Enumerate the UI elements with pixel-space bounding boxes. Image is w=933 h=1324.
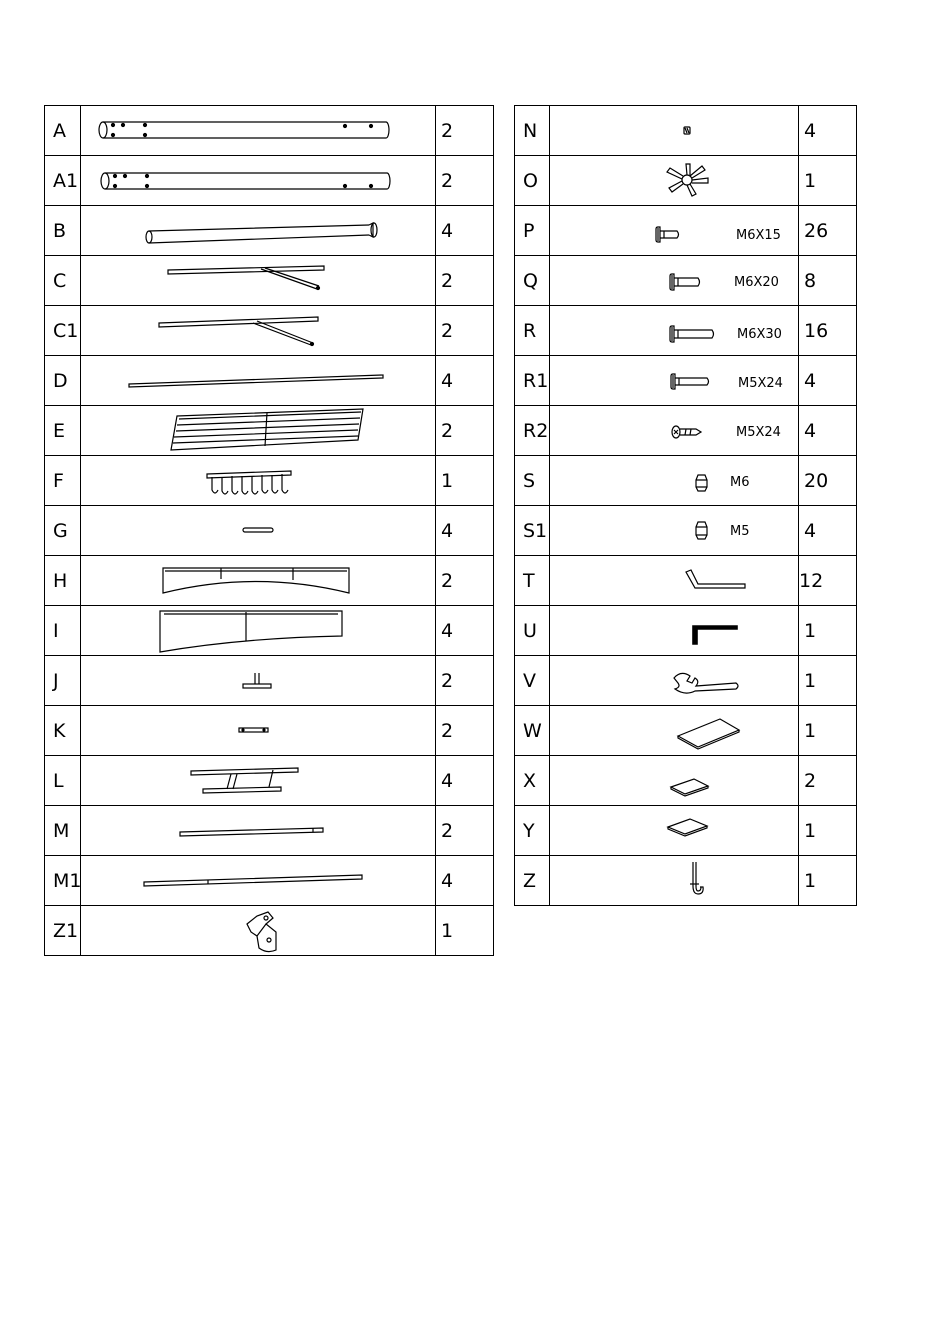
part-id: C [45, 256, 81, 306]
part-row-Z1 [45, 906, 494, 956]
part-id: R [515, 306, 550, 356]
small-insert-icon [550, 106, 799, 156]
part-qty: 2 [436, 656, 494, 706]
part-row-L [45, 756, 494, 806]
part-row-G [45, 506, 494, 556]
part-qty: 4 [436, 606, 494, 656]
tube-icon [81, 206, 436, 256]
part-id: O [515, 156, 550, 206]
part-id: M1 [45, 856, 81, 906]
part-qty: 1 [799, 806, 857, 856]
part-qty: 1 [799, 706, 857, 756]
part-row-B [45, 206, 494, 256]
part-qty: 2 [436, 106, 494, 156]
part-id: H [45, 556, 81, 606]
bolt-spec-label: M6X20 [734, 275, 779, 290]
part-row-W [515, 706, 857, 756]
part-qty: 2 [799, 756, 857, 806]
part-qty: 2 [436, 256, 494, 306]
part-qty: 4 [799, 106, 857, 156]
part-id: L [45, 756, 81, 806]
part-qty: 20 [799, 456, 857, 506]
tube-with-holes-icon [81, 106, 436, 156]
part-id: N [515, 106, 550, 156]
part-row-A1 [45, 156, 494, 206]
t-bracket-icon [81, 656, 436, 706]
part-row-J [45, 656, 494, 706]
long-rod-icon [81, 356, 436, 406]
part-id: J [45, 656, 81, 706]
slatted-shelf-icon [81, 406, 436, 456]
pad-icon [550, 706, 799, 756]
bolt-icon [550, 356, 799, 406]
pad-icon [550, 756, 799, 806]
part-row-X [515, 756, 857, 806]
part-row-N [515, 106, 857, 156]
part-id: A1 [45, 156, 81, 206]
part-id: Q [515, 256, 550, 306]
bracket-icon [81, 906, 436, 956]
hex-nut-icon [550, 456, 799, 506]
part-id: Y [515, 806, 550, 856]
part-row-D [45, 356, 494, 406]
bolt-spec-label: M6X15 [736, 228, 781, 243]
long-allen-key-icon [550, 556, 799, 606]
part-id: C1 [45, 306, 81, 356]
part-qty: 2 [436, 156, 494, 206]
star-knob-icon [550, 156, 799, 206]
part-row-C1 [45, 306, 494, 356]
part-id: A [45, 106, 81, 156]
part-qty: 4 [436, 506, 494, 556]
bar-with-strut-icon [81, 256, 436, 306]
part-row-Q [515, 256, 857, 306]
part-qty: 2 [436, 706, 494, 756]
part-qty: 2 [436, 306, 494, 356]
part-row-M [45, 806, 494, 856]
wrench-icon [550, 656, 799, 706]
bolt-icon [550, 256, 799, 306]
tube-with-holes-icon [81, 156, 436, 206]
short-bar-icon [81, 506, 436, 556]
part-id: W [515, 706, 550, 756]
hook-bar-icon [81, 456, 436, 506]
long-bar-icon [81, 856, 436, 906]
double-bar-bracket-icon [81, 756, 436, 806]
part-qty: 4 [799, 506, 857, 556]
part-id: T [515, 556, 550, 606]
part-id: G [45, 506, 81, 556]
part-qty: 1 [799, 156, 857, 206]
part-qty: 2 [436, 556, 494, 606]
part-row-K [45, 706, 494, 756]
part-qty: 1 [799, 606, 857, 656]
part-id: I [45, 606, 81, 656]
part-id: K [45, 706, 81, 756]
part-row-E [45, 406, 494, 456]
parts-table-right [514, 105, 857, 906]
allen-key-icon [550, 606, 799, 656]
part-row-S [515, 456, 857, 506]
part-qty: 8 [799, 256, 857, 306]
bolt-spec-label: M6X30 [737, 327, 782, 342]
part-id: E [45, 406, 81, 456]
part-id: B [45, 206, 81, 256]
nut-spec-label: M5 [730, 524, 750, 539]
part-id: U [515, 606, 550, 656]
part-qty: 4 [799, 406, 857, 456]
part-id: V [515, 656, 550, 706]
bolt-icon [550, 306, 799, 356]
part-id: Z1 [45, 906, 81, 956]
part-qty: 2 [436, 406, 494, 456]
screw-spec-label: M5X24 [736, 425, 781, 440]
part-qty: 4 [436, 206, 494, 256]
part-row-Y [515, 806, 857, 856]
part-row-R2 [515, 406, 857, 456]
part-row-I [45, 606, 494, 656]
part-qty: 2 [436, 806, 494, 856]
part-qty: 1 [799, 856, 857, 906]
part-qty: 4 [436, 856, 494, 906]
part-row-S1 [515, 506, 857, 556]
part-id: P [515, 206, 550, 256]
part-id: S1 [515, 506, 550, 556]
part-qty: 12 [799, 556, 857, 606]
part-id: R1 [515, 356, 550, 406]
part-row-H [45, 556, 494, 606]
curved-panel-icon [81, 606, 436, 656]
part-qty: 1 [436, 456, 494, 506]
part-row-P [515, 206, 857, 256]
part-row-O [515, 156, 857, 206]
part-qty: 4 [436, 756, 494, 806]
parts-table-left [44, 105, 494, 956]
screw-icon [550, 406, 799, 456]
part-row-R1 [515, 356, 857, 406]
part-id: F [45, 456, 81, 506]
part-id: Z [515, 856, 550, 906]
nut-spec-label: M6 [730, 475, 750, 490]
part-qty: 4 [799, 356, 857, 406]
part-row-U [515, 606, 857, 656]
part-row-V [515, 656, 857, 706]
bar-with-strut-icon [81, 306, 436, 356]
hex-nut-icon [550, 506, 799, 556]
part-qty: 4 [436, 356, 494, 406]
hook-icon [550, 856, 799, 906]
part-row-M1 [45, 856, 494, 906]
part-row-Z [515, 856, 857, 906]
part-id: M [45, 806, 81, 856]
part-qty: 1 [436, 906, 494, 956]
bar-icon [81, 806, 436, 856]
part-id: X [515, 756, 550, 806]
bolt-spec-label: M5X24 [738, 376, 783, 391]
part-row-F [45, 456, 494, 506]
small-plate-icon [81, 706, 436, 756]
part-id: D [45, 356, 81, 406]
bolt-icon [550, 206, 799, 256]
curved-frame-icon [81, 556, 436, 606]
part-qty: 16 [799, 306, 857, 356]
part-row-A [45, 106, 494, 156]
part-row-C [45, 256, 494, 306]
pad-icon [550, 806, 799, 856]
part-qty: 1 [799, 656, 857, 706]
part-id: S [515, 456, 550, 506]
part-qty: 26 [799, 206, 857, 256]
part-id: R2 [515, 406, 550, 456]
part-row-T [515, 556, 857, 606]
part-row-R [515, 306, 857, 356]
